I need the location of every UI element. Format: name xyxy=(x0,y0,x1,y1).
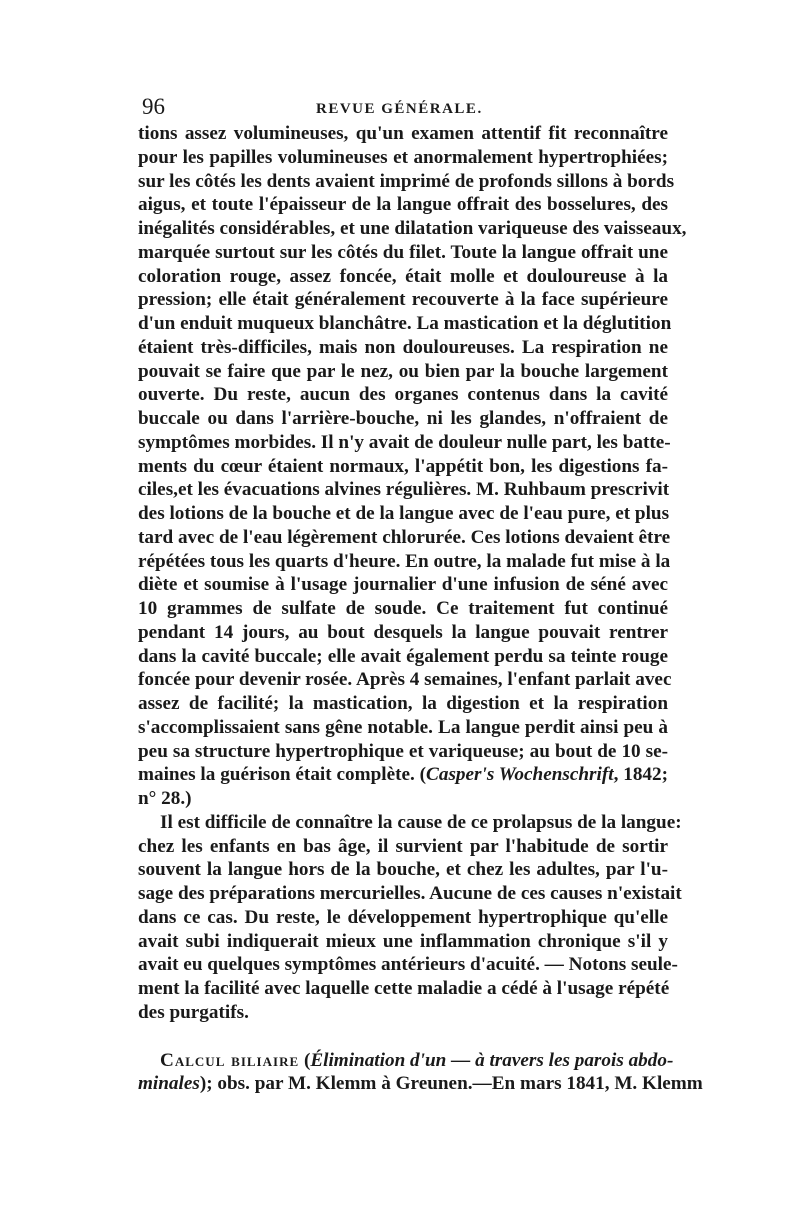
paragraph-continuation xyxy=(138,122,687,811)
section-heading: Calcul biliaire xyxy=(160,1049,300,1071)
text-line: symptômes morbides. Il n'y avait de douleur nulle part, les batte- xyxy=(138,431,671,453)
paragraph-commentary xyxy=(138,811,682,1025)
text-line: dans ce cas. Du reste, le développement hypertrophique qu'elle xyxy=(138,906,668,928)
text-fragment: , 1842; xyxy=(613,764,668,786)
text-line: assez de facilité; la mastication, la digestion et la respiration xyxy=(138,693,668,714)
text-line: dans la cavité buccale; elle avait également perdu sa teinte rouge xyxy=(138,645,668,667)
text-line: pour les papilles volumineuses et anormalement hypertrophiées; xyxy=(138,146,668,168)
text-fragment: ( xyxy=(299,1049,311,1071)
text-line: sur les côtés les dents avaient imprimé de profonds sillons à bords xyxy=(138,170,675,192)
text-line: souvent la langue hors de la bouche, et chez les adultes, par l'u- xyxy=(138,859,668,881)
section-subtitle-end: minales xyxy=(138,1073,200,1095)
text-line: ment la facilité avec laquelle cette maladie a cédé à l'usage répété xyxy=(138,978,670,999)
text-line: des lotions de la bouche et de la langue avec de l'eau pure, et plus xyxy=(138,503,670,524)
text-line: avait eu quelques symptômes antérieurs d'acuité. — Notons seule- xyxy=(138,954,678,976)
text-line: marquée surtout sur les côtés du filet. Toute la langue offrait une xyxy=(138,241,668,263)
text-line: Il est difficile de connaître la cause de ce prolapsus de la langue: xyxy=(160,811,682,833)
text-line: pendant 14 jours, au bout desquels la langue pouvait rentrer xyxy=(138,621,668,643)
text-line: coloration rouge, assez foncée, était molle et douloureuse à la xyxy=(138,265,668,287)
section-gap xyxy=(138,1025,668,1049)
text-line: aigus, et toute l'épaisseur de la langue offrait des bosselures, des xyxy=(138,194,668,216)
text-line: pression; elle était généralement recouverte à la face supérieure xyxy=(138,289,668,311)
text-line: tard avec de l'eau légèrement chlorurée. Ces lotions devaient être xyxy=(138,526,671,548)
text-line: ouverte. Du reste, aucun des organes contenus dans la cavité xyxy=(138,384,668,406)
text-fragment: ); obs. par M. Klemm à Greunen.—En mars 1841, M. Klemm xyxy=(199,1073,703,1095)
citation-journal: Casper's Wochenschrift xyxy=(426,764,614,786)
text-line: peu sa structure hypertrophique et variqueuse; au bout de 10 se- xyxy=(138,740,668,762)
text-line: ciles,et les évacuations alvines régulières. M. Ruhbaum prescrivit xyxy=(138,479,670,501)
text-line: avait subi indiquerait mieux une inflammation chronique s'il y xyxy=(138,930,668,952)
text-fragment: maines la guérison était complète. ( xyxy=(138,764,427,786)
text-line: 10 grammes de sulfate de soude. Ce traitement fut continué xyxy=(138,598,668,619)
text-line xyxy=(138,1072,703,1096)
paragraph-calcul-biliaire xyxy=(138,1049,703,1097)
text-line: des purgatifs. xyxy=(138,1001,249,1023)
text-line: répétées tous les quarts d'heure. En outre, la malade fut mise à la xyxy=(138,550,671,572)
section-subtitle: Élimination d'un — à travers les parois abdo- xyxy=(310,1049,674,1071)
text-line: n° 28.) xyxy=(138,788,192,809)
text-line: chez les enfants en bas âge, il survient par l'habitude de sortir xyxy=(138,835,668,857)
text-line: pouvait se faire que par le nez, ou bien par la bouche largement xyxy=(138,360,668,382)
text-line: diète et soumise à l'usage journalier d'une infusion de séné avec xyxy=(138,574,668,596)
text-line: foncée pour devenir rosée. Après 4 semaines, l'enfant parlait avec xyxy=(138,669,672,691)
text-line: sage des préparations mercurielles. Aucune de ces causes n'existait xyxy=(138,883,682,904)
running-title: REVUE GÉNÉRALE. xyxy=(316,101,483,117)
text-line: ments du cœur étaient normaux, l'appétit bon, les digestions fa- xyxy=(138,455,668,477)
text-line-citation xyxy=(138,763,668,787)
text-line: s'accomplissaient sans gêne notable. La langue perdit ainsi peu à xyxy=(138,716,668,738)
page-content xyxy=(138,94,703,1096)
text-line: étaient très-difficiles, mais non douloureuses. La respiration ne xyxy=(138,336,668,358)
text-line: buccale ou dans l'arrière-bouche, ni les glandes, n'offraient de xyxy=(138,408,668,429)
running-header xyxy=(138,96,668,122)
text-line: inégalités considérables, et une dilatation variqueuse des vaisseaux, xyxy=(138,218,687,239)
text-line: d'un enduit muqueux blanchâtre. La mastication et la déglutition xyxy=(138,313,672,334)
text-line: tions assez volumineuses, qu'un examen attentif fit reconnaître xyxy=(138,123,668,144)
page-number: 96 xyxy=(142,94,165,119)
text-line-heading xyxy=(138,1049,674,1073)
